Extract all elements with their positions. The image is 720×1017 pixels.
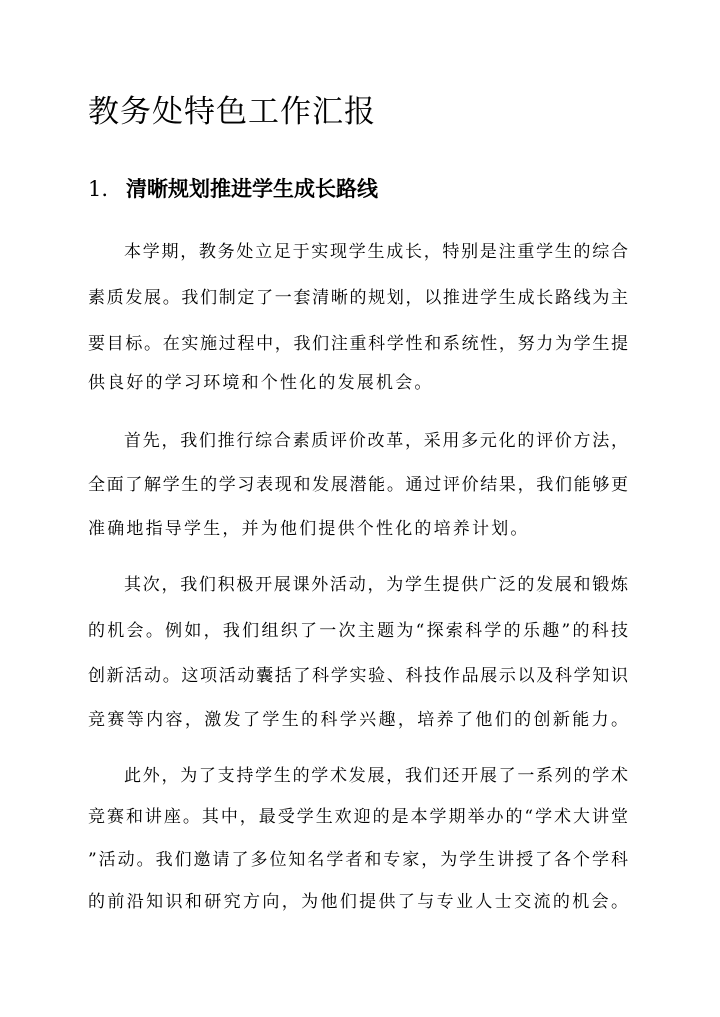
paragraph-line: 竞赛和讲座。其中，最受学生欢迎的是本学期举办的“学术大讲堂 (88, 807, 628, 827)
paragraph-line: 本学期，教务处立足于实现学生成长，特别是注重学生的综合 (124, 242, 628, 262)
document-title: 教务处特色工作汇报 (88, 94, 376, 130)
section-heading-text: 清晰规划推进学生成长路线 (126, 176, 378, 201)
paragraph-line: 供良好的学习环境和个性化的发展机会。 (88, 373, 434, 393)
paragraph-line: 素质发展。我们制定了一套清晰的规划，以推进学生成长路线为主 (88, 288, 628, 308)
section-heading (88, 173, 378, 203)
paragraph-line: 要目标。在实施过程中，我们注重科学性和系统性，努力为学生提 (88, 334, 628, 354)
paragraph-line: 竞赛等内容，激发了学生的科学兴趣，培养了他们的创新能力。 (88, 710, 628, 730)
paragraph-line: ”活动。我们邀请了多位知名学者和专家，为学生讲授了各个学科 (88, 850, 628, 870)
paragraph-line: 此外，为了支持学生的学术发展，我们还开展了一系列的学术 (124, 766, 628, 786)
paragraph-line: 准确地指导学生，并为他们提供个性化的培养计划。 (88, 519, 530, 539)
paragraph-line: 创新活动。这项活动囊括了科学实验、科技作品展示以及科学知识 (88, 666, 628, 686)
section-number: 1. (88, 177, 109, 201)
paragraph-line: 的机会。例如，我们组织了一次主题为“探索科学的乐趣”的科技 (88, 621, 628, 641)
paragraph-line: 首先，我们推行综合素质评价改革，采用多元化的评价方法， (124, 431, 628, 451)
paragraph-line: 的前沿知识和研究方向，为他们提供了与专业人士交流的机会。 (88, 892, 628, 912)
paragraph-line: 全面了解学生的学习表现和发展潜能。通过评价结果，我们能够更 (88, 475, 628, 495)
paragraph-line: 其次，我们积极开展课外活动，为学生提供广泛的发展和锻炼 (124, 575, 628, 595)
